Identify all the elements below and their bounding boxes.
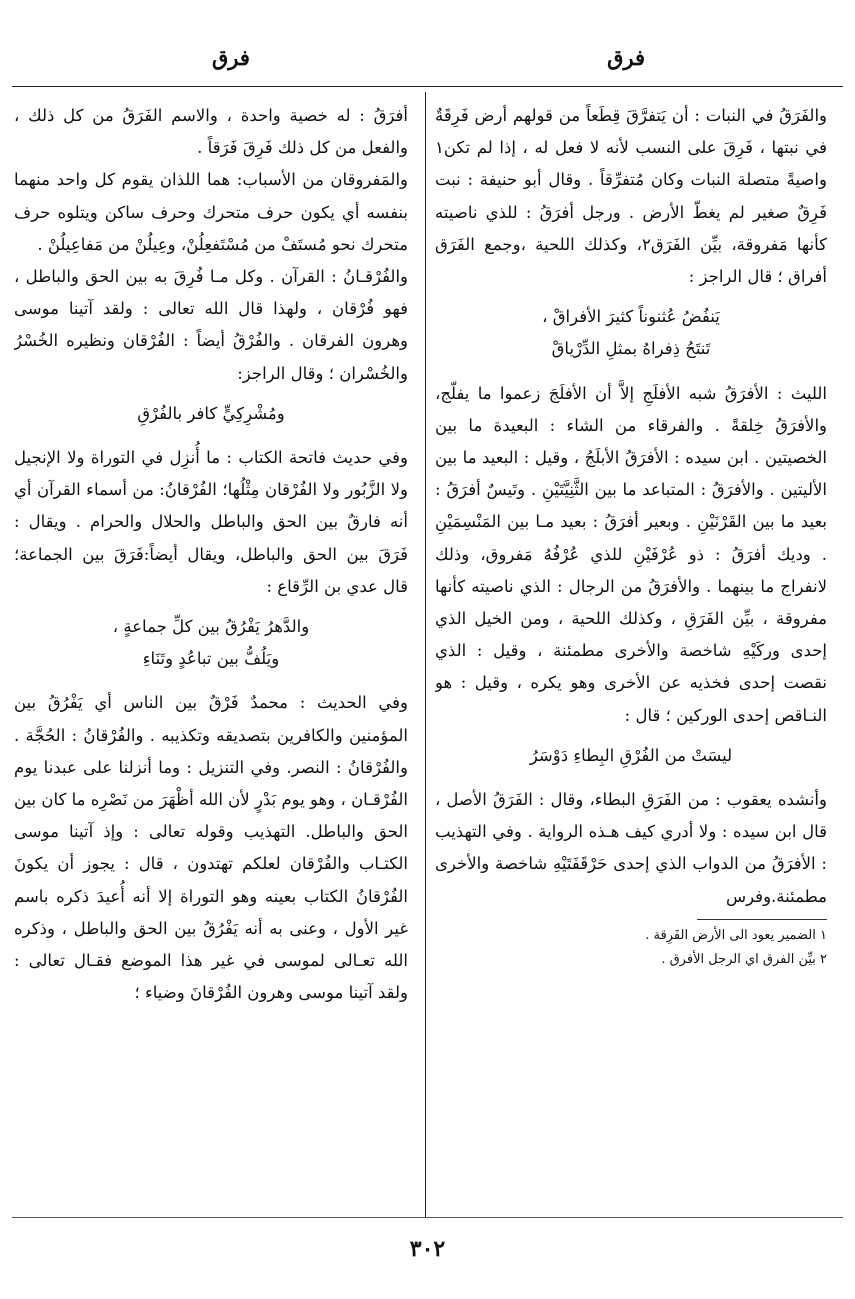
column-divider	[425, 92, 426, 1217]
entry-paragraph: وفي الحديث : محمدٌ فَرْقٌ بين الناس أي يَفْرُقُ بين المؤمنين والكافرين بتصديقه وتكذيبه . والفُرْقانُ : الحُجَّة . والفُرْقانُ : النصر. وفي التنزيل : وما أنزلنا على عبدنا يوم الفُرْقـان ، وهو يوم بَدْرٍ لأن الله أظْهَرَ من نَصْرِه ما كان بين الحق والباطل. التهذيب وقوله تعالى : وإذ آتينا موسى الكتـاب والفُرْقان لعلكم تهتدون ، قال : يجوز أن يكونَ الفُرْقانُ الكتاب بعينه وهو التوراة إلا أنه أُعيدَ ذكره باسم غير الأول ، وعنى به أنه يَفْرُقُ بين الحق والباطل ، وذكره الله تعـالى لموسى في غير هذا الموضع فقـال تعالى : ولقد آتينا موسى وهرون الفُرْقانَ وضياء ؛	[14, 693, 408, 1003]
footnote: ٢ بيِّن الفرق اي الرجل الأفرق .	[661, 951, 827, 967]
running-head-right: فرق	[607, 45, 645, 70]
footnote-rule	[697, 919, 827, 920]
entry-paragraph: أفرَقُ : له خصية واحدة ، والاسم الفَرَقُ من كل ذلك ، والفعل من كل ذلك فَرِقَ فَرَقاً .	[14, 106, 408, 158]
header-rule	[12, 86, 843, 87]
page-number: ٣٠٢	[409, 1236, 446, 1262]
verse-line: ومُشْرِكِيٍّ كافر بالفُرْقِ	[137, 403, 285, 423]
entry-paragraph: والفُرْقـانُ : القرآن . وكل مـا فُرِقَ به بين الحق والباطل ، فهو فُرْقان ، ولهذا قال الله تعالى : ولقد آتينا موسى وهرون الفرقان . والفُرْقُ أيضاً : الفُرْقان ونظيره الخُسْرُ والخُسْران ؛ وقال الراجز:	[14, 267, 408, 383]
verse-line: تَنتَحُ ذِفراهُ بمثلِ الدِّرْياقْ	[551, 339, 711, 359]
running-head-left: فرق	[212, 45, 250, 70]
verse-block	[435, 301, 827, 365]
verse-line: ليسَتْ من الفُرْقِ البِطاءِ دَوْسَرُ	[529, 745, 733, 765]
entry-paragraph: وأنشده يعقوب : من الفَرَقِ البطاء، وقال : الفَرَقُ الأصل ، قال ابن سيده : ولا أدري كيف هـذه الرواية . وفي التهذيب : الأفرَقُ من الدواب الذي إحدى حَرْقَفَتَيْهِ شاخصة والأخرى مطمئنة.وفرس	[435, 790, 827, 906]
verse-line: ويَلُفُّ بين تباعُدٍ وتَنَاءِ	[142, 649, 280, 669]
entry-paragraph: والفَرَقُ في النبات : أن يَتفرَّقَ قِطَعاً من قولهم أرض فَرِقَةٌ في نبتها ، فَرِقَ على النسب لأنه لا فعل له ، إذا لم تكن١ واصيةً متصلة النبات وكان مُتفرِّقاً . وقال أبو حنيفة : نبت فَرِقٌ صغير لم يغطّ الأرض . ورجل أفرَقُ : للذي ناصيته كأنها مَفروقة، بيِّن الفَرَق٢، وكذلك اللحية ،وجمع الفَرَق أفراق ؛ قال الراجز :	[435, 106, 827, 287]
entry-paragraph: وفي حديث فاتحة الكتاب : ما أُنزِل في التوراة ولا الإنجيل ولا الزَّبُور ولا الفُرْقان مِثْلُها؛ الفُرْقانُ: من أسماء القرآن أي أنه فارقٌ بين الحق والباطل والحلال والحرام . ويقال : فَرَقَ بين الحق والباطل، ويقال أيضاً:فَرَقَ بين الجماعة؛ قال عدي بن الرِّقاع :	[14, 448, 408, 596]
verse-line: يَنفُضُ عُثنوناً كثيرَ الأفراقْ ،	[542, 307, 720, 327]
verse-block	[14, 398, 408, 430]
verse-line: والدَّهرُ يَفْرُقُ بين كلِّ جماعةٍ ،	[112, 617, 310, 637]
footnotes	[435, 924, 827, 972]
right-column	[435, 100, 827, 1210]
entry-paragraph: الليث : الأفرَقُ شبه الأفلَجِ إلاَّ أن الأفلَجَ زعموا ما يفلّج، والأفرَقُ خِلقةً . والفرقاء من الشاء : البعيدة ما بين الخصيتين . ابن سيده : الأفرَقُ الأبلَجُ ، وقيل : البعيد ما بين الأليتين . والأفرَقُ : المتباعد ما بين الثَّنِيَّتَيْنِ . وتَيسٌ أفرَقُ : بعيد ما بين القَرْنَيْنِ . وبعير أفرَقُ : بعيد مـا بين المَنْسِمَيْنِ . وديك أفرَقُ : ذو عُرْفَيْنِ للذي عُرْفُهُ مَفروق، وذلك لانفراج ما بينهما . والأفرَقُ من الرجال : الذي ناصيته كأنها مفروقة ، بيِّن الفَرَقِ ، وكذلك اللحية ، ومن الخيل الذي إحدى وركَيْهِ شاخصة والأخرى مطمئنة ، وقيل : الذي نقصت إحدى فخذيه عن الأخرى وهو يكره ، وقيل : هو النـاقص إحدى الوركين ؛ قال :	[435, 383, 827, 725]
entry-paragraph: والمَفروقان من الأسباب: هما اللذان يقوم كل واحد منهما بنفسه أي يكون حرف متحرك وحرف ساكن ويتلوه حرف متحرك نحو مُستَفْ من مُسْتَفعِلُنْ، وعِيلُنْ من مَفاعِيلُنْ .	[14, 170, 408, 254]
footer-rule	[12, 1217, 843, 1218]
left-column	[14, 100, 408, 1210]
footnote: ١ الضمير يعود الى الأرض الفَرِقة .	[645, 927, 827, 943]
verse-block	[435, 740, 827, 772]
verse-block	[14, 611, 408, 675]
